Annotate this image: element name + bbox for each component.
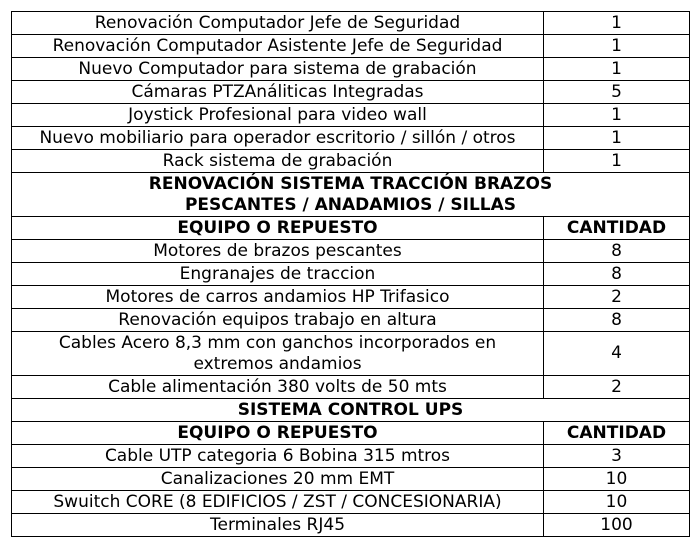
- table-row: [12, 12, 690, 35]
- item-description: Joystick Profesional para video wall: [12, 104, 544, 127]
- table-row: [12, 491, 690, 514]
- table-row: [12, 445, 690, 468]
- item-description: Cables Acero 8,3 mm con ganchos incorporados en extremos andamios: [12, 332, 544, 376]
- table-row: [12, 286, 690, 309]
- item-quantity: 2: [544, 376, 690, 399]
- item-description: Renovación Computador Asistente Jefe de Seguridad: [12, 35, 544, 58]
- column-header-equipment: EQUIPO O REPUESTO: [12, 217, 544, 240]
- column-header-row: [12, 422, 690, 445]
- item-description: Renovación Computador Jefe de Seguridad: [12, 12, 544, 35]
- item-description: Renovación equipos trabajo en altura: [12, 309, 544, 332]
- item-quantity: 1: [544, 12, 690, 35]
- section-title-row: [12, 399, 690, 422]
- item-description: Nuevo mobiliario para operador escritorio / sillón / otros: [12, 127, 544, 150]
- section-title: RENOVACIÓN SISTEMA TRACCIÓN BRAZOS PESCANTES / ANADAMIOS / SILLAS: [12, 173, 690, 217]
- item-quantity: 100: [544, 514, 690, 537]
- item-quantity: 1: [544, 150, 690, 173]
- table-row: [12, 35, 690, 58]
- table-row: [12, 332, 690, 376]
- item-quantity: 8: [544, 263, 690, 286]
- item-description: Cable UTP categoria 6 Bobina 315 mtros: [12, 445, 544, 468]
- item-description: Motores de brazos pescantes: [12, 240, 544, 263]
- table-row: [12, 376, 690, 399]
- item-quantity: 4: [544, 332, 690, 376]
- item-quantity: 5: [544, 81, 690, 104]
- table-row: [12, 58, 690, 81]
- table-row: [12, 514, 690, 537]
- item-quantity: 1: [544, 127, 690, 150]
- item-description: Rack sistema de grabación: [12, 150, 544, 173]
- item-description: Cámaras PTZAnáliticas Integradas: [12, 81, 544, 104]
- column-header-quantity: CANTIDAD: [544, 217, 690, 240]
- item-description: Nuevo Computador para sistema de grabación: [12, 58, 544, 81]
- table-row: [12, 81, 690, 104]
- item-description: Terminales RJ45: [12, 514, 544, 537]
- item-quantity: 1: [544, 58, 690, 81]
- item-description: Engranajes de traccion: [12, 263, 544, 286]
- item-quantity: 10: [544, 468, 690, 491]
- item-description: Cable alimentación 380 volts de 50 mts: [12, 376, 544, 399]
- table-row: [12, 263, 690, 286]
- table-row: [12, 468, 690, 491]
- table-row: [12, 150, 690, 173]
- table-row: [12, 240, 690, 263]
- item-quantity: 10: [544, 491, 690, 514]
- item-description: Swuitch CORE (8 EDIFICIOS / ZST / CONCESIONARIA): [12, 491, 544, 514]
- item-quantity: 1: [544, 35, 690, 58]
- item-quantity: 2: [544, 286, 690, 309]
- section-title-row: [12, 173, 690, 217]
- item-quantity: 8: [544, 240, 690, 263]
- column-header-equipment: EQUIPO O REPUESTO: [12, 422, 544, 445]
- section-title: SISTEMA CONTROL UPS: [12, 399, 690, 422]
- item-quantity: 1: [544, 104, 690, 127]
- item-quantity: 8: [544, 309, 690, 332]
- table-row: [12, 309, 690, 332]
- column-header-quantity: CANTIDAD: [544, 422, 690, 445]
- item-description: Canalizaciones 20 mm EMT: [12, 468, 544, 491]
- item-description: Motores de carros andamios HP Trifasico: [12, 286, 544, 309]
- item-quantity: 3: [544, 445, 690, 468]
- column-header-row: [12, 217, 690, 240]
- equipment-table: [11, 11, 690, 537]
- table-row: [12, 127, 690, 150]
- table-row: [12, 104, 690, 127]
